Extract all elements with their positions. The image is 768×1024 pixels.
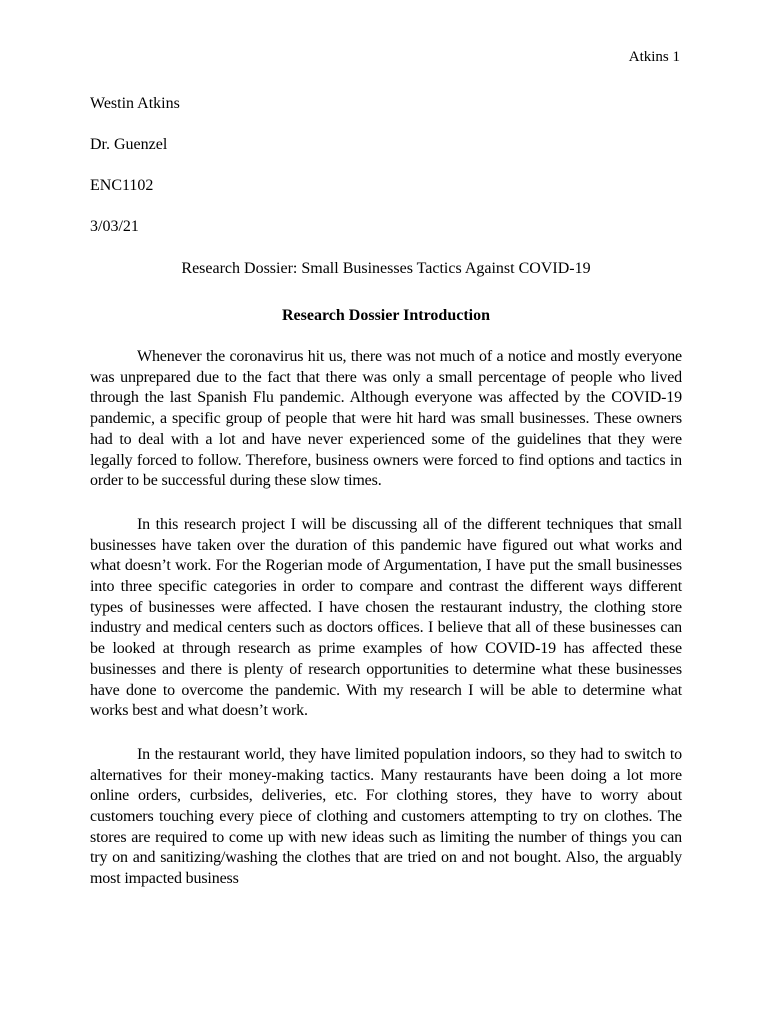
- section-heading: Research Dossier Introduction: [282, 307, 490, 324]
- document-date: 3/03/21: [90, 218, 139, 235]
- running-head: Atkins 1: [628, 49, 680, 65]
- instructor-name: Dr. Guenzel: [90, 136, 168, 153]
- paragraph-3: In the restaurant world, they have limited population indoors, so they had to switch to alternatives for their money-making tactics. Many restaurants have been doing a lot more online orders, curbsides, deliveries, etc. For clothing stores, they have to worry about customers touching every piece of clothing and customers attempting to try on clothes. The stores are required to come up with new ideas such as limiting the number of things you can try on and sanitizing/washing the clothes that are tried on and not bought. Also, the arguably most impacted business: [90, 745, 682, 888]
- course-code: ENC1102: [90, 177, 154, 194]
- author-name: Westin Atkins: [90, 95, 180, 112]
- paragraph-2: In this research project I will be discussing all of the different techniques that small businesses have taken over the duration of this pandemic have figured out what works and what doesn’t work. For the Rogerian mode of Argumentation, I have put the small businesses into three specific categories in order to compare and contrast the different ways different types of businesses were affected. I have chosen the restaurant industry, the clothing store industry and medical centers such as doctors offices. I believe that all of these businesses can be looked at through research as prime examples of how COVID-19 has affected these businesses and there is plenty of research opportunities to determine what these businesses have done to overcome the pandemic. With my research I will be able to determine what works best and what doesn’t work.: [90, 515, 682, 720]
- document-title: Research Dossier: Small Businesses Tactics Against COVID-19: [181, 260, 591, 277]
- paragraph-1: Whenever the coronavirus hit us, there was not much of a notice and mostly everyone was unprepared due to the fact that there was only a small percentage of people who lived through the last Spanish Flu pandemic. Although everyone was affected by the COVID-19 pandemic, a specific group of people that were hit hard was small businesses. These owners had to deal with a lot and have never experienced some of the guidelines that they were legally forced to follow. Therefore, business owners were forced to find options and tactics in order to be successful during these slow times.: [90, 348, 682, 490]
- document-body: [90, 93, 682, 913]
